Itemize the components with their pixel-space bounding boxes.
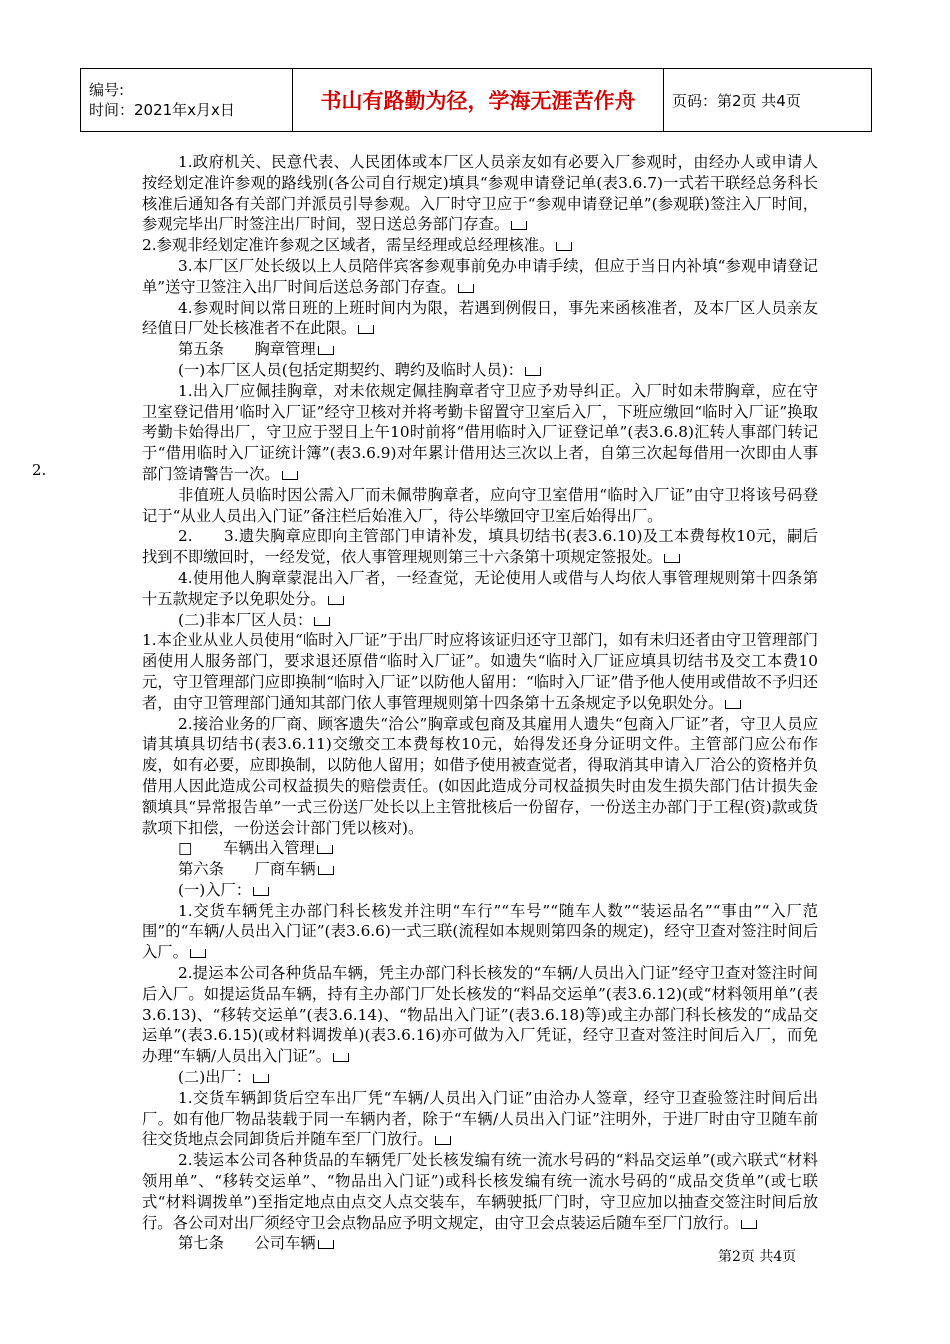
paragraph: 2.装运本公司各种货品的车辆凭厂处长核发编有统一流水号码的“料品交运单”(或六联式“材料领用单”、“移转交运单”、“物品出入门证”)或科长核发编有统一流水号码的“成品交货单”(或七联式“材料调拨单”)至指定地点由点交人点交装车，车辆驶抵厂门时，守卫应加以抽查交签注时间后放行。各公司对出厂须经守卫会点物品应予明文规定，由守卫会点装运后随车至厂门放行。 (142, 1151, 818, 1232)
paragraph: 1.政府机关、民意代表、人民团体或本厂区人员亲友如有必要入厂参观时，由经办人或申请人按经划定准许参观的路线别(各公司自行规定)填具“参观申请登记单(表3.6.7)一式若干联经总务科长核准后通知各有关部门并派员引导参观。入厂时守卫应于“参观申请登记单”(参观联)签注入厂时间，参观完毕出厂时签注出厂时间，翌日送总务部门存查。 (142, 153, 818, 234)
page-footer: 第2页 共4页 (718, 1249, 797, 1265)
subsection-heading: (二)非本厂区人员： (142, 610, 818, 631)
paragraph: 3.本厂区厂处长级以上人员陪伴宾客参观事前免办申请手续，但应于当日内补填“参观申请登记单”送守卫签注入出厂时间后送总务部门存查。 (142, 256, 818, 296)
paragraph-mark-icon (318, 1240, 334, 1249)
paragraph-mark-icon (314, 617, 330, 626)
header-time: 时间：2021年x月x日 (89, 101, 235, 119)
paragraph-mark-icon (358, 325, 374, 334)
chapter-heading: □ 车辆出入管理 (142, 838, 818, 859)
section-heading: 第五条 胸章管理 (142, 339, 818, 360)
paragraph-mark-icon (317, 845, 333, 854)
section-heading: 第七条 公司车辆 (142, 1233, 818, 1254)
header-code: 编号: (89, 81, 125, 99)
paragraph: 1.交货车辆卸货后空车出厂凭“车辆/人员出入门证”由洽办人签章，经守卫查验签注时间后出厂。如有他厂物品装载于同一车辆内者，除于“车辆/人员出入门证”注明外，于进厂时由守卫随车前往交货地点会同卸货后并随车至厂门放行。 (142, 1088, 818, 1149)
paragraph-mark-icon (458, 284, 474, 293)
margin-number: 2. (32, 461, 47, 479)
paragraph-mark-icon (318, 346, 334, 355)
paragraph-mark-icon (511, 221, 527, 230)
paragraph: 2.接洽业务的厂商、顾客遗失“洽公”胸章或包商及其雇用人遗失“包商入厂证”者，守卫人员应请其填具切结书(表3.6.11)交缴交工本费每枚10元，始得发还身分证明文件。主管部门应公布作废，如有必要，应即换制，以防他人留用；如借予使用被查觉者，得取消其申请入厂洽公的资格并负借用人因此造成公司权益损失的赔偿责任。(如因此造成分司权益损失时由发生损失部门估计损失金额填具“异常报告单”一式三份送厂处长以上主管批核后一份留存，一份送主办部门于工程(资)款或货款项下扣偿，一份送会计部门凭以核对)。 (142, 714, 818, 837)
paragraph: 2.提运本公司各种货品车辆，凭主办部门科长核发的“车辆/人员出入门证”经守卫查对签注时间后入厂。如提运货品车辆，持有主办部门厂处长核发的“料品交运单”(表3.6.12)(或“材料领用单”(表3.6.13)、“移转交运单”(表3.6.14)、“物品出入门证”(表3.6.18)等)或主办部门科长核发的“成品交运单”(表3.6.15)(或材料调拨单)(表3.6.16)亦可做为入厂凭证，经守卫查对签注时间后入厂，而免办理“车辆/人员出入门证”。 (142, 964, 818, 1066)
paragraph: 4.参观时间以常日班的上班时间内为限，若遇到例假日，事先来函核准者，及本厂区人员亲友经值日厂处长核准者不在此限。 (142, 298, 818, 338)
paragraph-mark-icon (525, 367, 541, 376)
paragraph-mark-icon (318, 866, 334, 875)
paragraph-mark-icon (741, 1220, 757, 1229)
header-meta (81, 69, 293, 132)
paragraph-mark-icon (190, 949, 206, 958)
subsection-heading: (一)入厂： (142, 880, 818, 901)
paragraph: 1.交货车辆凭主办部门科长核发并注明“车行”“车号”“随车人数”“装运品名”“事由”“入厂范围”的“车辆/人员出入门证”(表3.6.6)一式三联(流程如本规则第四条的规定)，经守卫查对签注时间后入厂。 (142, 901, 818, 962)
paragraph-mark-icon (435, 1136, 451, 1145)
paragraph: 1.出入厂应佩挂胸章，对未依规定佩挂胸章者守卫应予劝导纠正。入厂时如未带胸章，应在守卫室登记借用’临时入厂证”经守卫核对并将考勤卡留置守卫室后入厂，下班应缴回“临时入厂证”换取考勤卡始得出厂，守卫应于翌日上午10时前将“借用临时入厂证登记单”(表3.6.8)汇转人事部门转记于“借用临时入厂证统计簿”(表3.6.9)对年累计借用达三次以上者，自第三次起每借用一次即由人事部门签请警告一次。 (142, 381, 818, 483)
paragraph: 2.参观非经划定准许参观之区域者，需呈经理或总经理核准。 (142, 235, 818, 256)
document-body (142, 152, 818, 1254)
paragraph-mark-icon (664, 554, 680, 563)
paragraph-mark-icon (556, 242, 572, 251)
paragraph-mark-icon (253, 887, 269, 896)
header-page-label: 页码：第2页 共4页 (664, 69, 872, 132)
paragraph: 1.本企业从业人员使用“临时入厂证”于出厂时应将该证归还守卫部门，如有未归还者由守卫管理部门函使用人服务部门，要求退还原借“临时入厂证”。如遗失“临时入厂证应填具切结书及交工本费10元，守卫管理部门应即换制“临时入厂证”以防他人留用：“临时入厂证”借予他人使用或借故不予归还者，由守卫管理部门通知其部门依人事管理规则第十四条第十五条规定予以免职处分。 (142, 631, 818, 712)
subsection-heading: (一)本厂区人员(包括定期契约、聘约及临时人员)： (142, 360, 818, 381)
paragraph-mark-icon (725, 700, 741, 709)
paragraph: 非值班人员临时因公需入厂而未佩带胸章者，应向守卫室借用“临时入厂证”由守卫将该号码登记于“从业人员出入门证”备注栏后始准入厂，待公毕缴回守卫室后始得出厂。 (142, 485, 818, 525)
header-motto: 书山有路勤为径，学海无涯苦作舟 (293, 69, 664, 132)
paragraph-mark-icon (328, 596, 344, 605)
subsection-heading: (二)出厂： (142, 1067, 818, 1088)
paragraph-mark-icon (282, 471, 298, 480)
page-header (80, 68, 872, 132)
paragraph-mark-icon (253, 1074, 269, 1083)
paragraph: 2. 3.遗失胸章应即向主管部门申请补发，填具切结书(表3.6.10)及工本费每枚10元，嗣后找到不即缴回时，一经发觉，依人事管理规则第三十六条第十项规定签报处。 (142, 527, 818, 567)
paragraph: 4.使用他人胸章蒙混出入厂者，一经查觉，无论使用人或借与人均依人事管理规则第十四条第十五款规定予以免职处分。 (142, 568, 818, 608)
section-heading: 第六条 厂商车辆 (142, 859, 818, 880)
paragraph-mark-icon (333, 1053, 349, 1062)
